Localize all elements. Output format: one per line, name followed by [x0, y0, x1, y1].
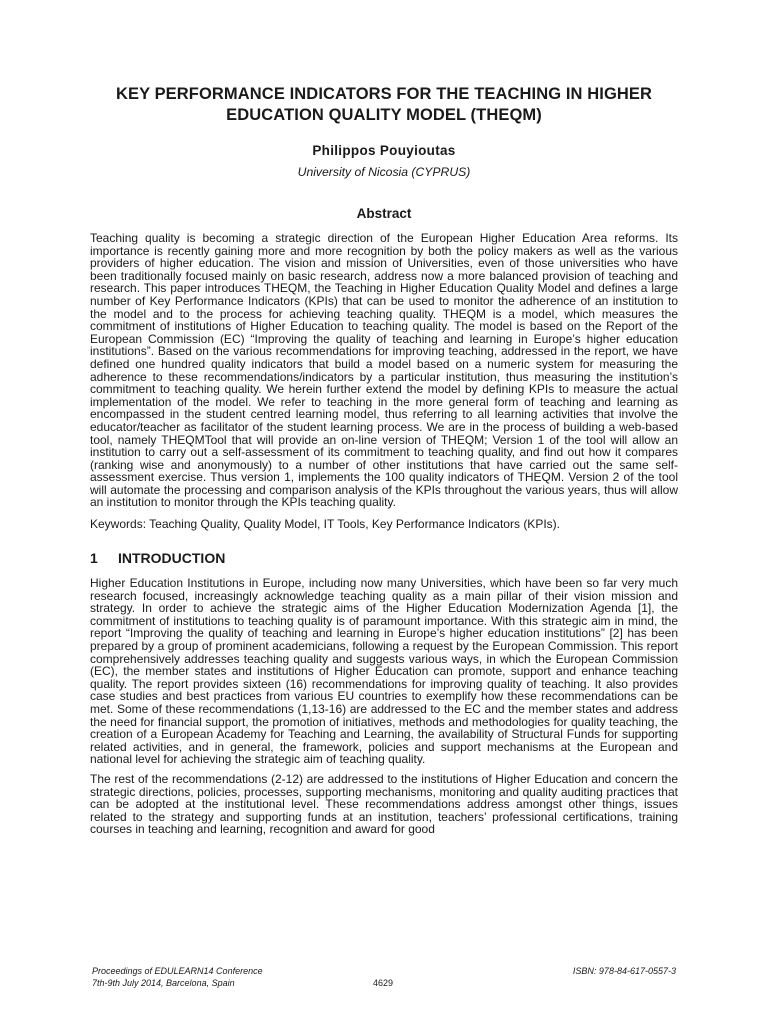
author-name: Philippos Pouyioutas: [312, 143, 456, 158]
paper-page: [90, 84, 678, 836]
footer-isbn: ISBN: 978-84-617-0557-3: [572, 966, 676, 976]
footer-dates: 7th-9th July 2014, Barcelona, Spain: [92, 977, 235, 988]
section-title: INTRODUCTION: [118, 550, 226, 567]
abstract-heading: Abstract: [356, 206, 412, 221]
paper-title: KEY PERFORMANCE INDICATORS FOR THE TEACHING IN HIGHER EDUCATION QUALITY MODEL (THEQM): [115, 85, 653, 124]
section-number: 1: [90, 550, 98, 567]
author-affiliation: University of Nicosia (CYPRUS): [297, 165, 471, 179]
page-number: 4629: [373, 978, 394, 988]
intro-paragraph-1: Higher Education Institutions in Europe, including now many Universities, which have been so far very much research focused, increasingly acknowledge teaching quality as a main pillar of their vision mission and strategy. In order to achieve the strategic aims of the Higher Education Modernization Agenda [1], the commitment of institutions to teaching quality is of paramount importance. With this strategic aim in mind, the report “Improving the quality of teaching and learning in Europe’s higher education institutions” [2] has been prepared by a group of prominent academicians, following a request by the European Commission. This report comprehensively addresses teaching quality and suggests various ways, in which the European Commission (EC), the member states and institutions of Higher Education can promote, support and enhance teaching quality. The report provides sixteen (16) recommendations for improving quality of teaching. It also provides case studies and best practices from various EU countries to exemplify how these recommendations can be met. Some of these recommendations (1,13-16) are addressed to the EC and the member states and address the need for financial support, the promotion of initiatives, methods and methodologies for quality teaching, the creation of a European Academy for Teaching and Learning, the availability of Structural Funds for supporting related activities, and in general, the framework, policies and support mechanisms at the European and national level for achieving the strategic aim of teaching quality.: [90, 576, 678, 767]
section-heading: [90, 549, 678, 567]
keywords: Keywords: Teaching Quality, Quality Model, IT Tools, Key Performance Indicators (KPIs).: [90, 517, 560, 532]
footer-conference: Proceedings of EDULEARN14 Conference: [92, 966, 263, 976]
intro-paragraph-2: The rest of the recommendations (2-12) are addressed to the institutions of Higher Education and concern the strategic directions, policies, processes, supporting mechanisms, monitoring and quality auditing practices that can be adopted at the institutional level. These recommendations address amongst other things, issues related to the strategy and supporting funds at an institution, teachers’ professional certifications, training courses in teaching and learning, recognition and award for good: [90, 771, 678, 837]
footer-proceedings: [92, 966, 263, 989]
abstract-text: Teaching quality is becoming a strategic direction of the European Higher Education Area reforms. Its importance is recently gaining more and more recognition by both the policy makers as well as the various providers of higher education. The vision and mission of Universities, even of those universities who have been traditionally focused mainly on basic research, address now a more balanced provision of teaching and research. This paper introduces THEQM, the Teaching in Higher Education Quality Model and defines a large number of Key Performance Indicators (KPIs) that can be used to monitor the adherence of an institution to the model and to the process for achieving teaching quality. THEQM is a model, which measures the commitment of institutions of Higher Education to teaching quality. The model is based on the Report of the European Commission (EC) “Improving the quality of teaching and learning in Europe’s higher education institutions”. Based on the various recommendations for improving teaching, addressed in the report, we have defined one hundred quality indicators that build a model based on a numeric system for measuring the adherence to these recommendations/indicators by a particular institution, thus measuring the institution’s commitment to teaching quality. We herein further extend the model by defining KPIs to measure the actual implementation of the model. We refer to teaching in the more general form of teaching and learning as encompassed in the student centred learning model, thus referring to all learning activities that involve the educator/teacher as facilitator of the student learning process. We are in the process of building a web-based tool, namely THEQMTool that will provide an on-line version of THEQM; Version 1 of the tool will allow an institution to carry out a self-assessment of its commitment to teaching quality, and find out how it compares (ranking wise and anonymously) to a number of other institutions that have carried out the same self-assessment exercise. Thus version 1, implements the 100 quality indicators of THEQM. Version 2 of the tool will automate the processing and comparison analysis of the KPIs throughout the various years, thus will allow an institution to monitor through the KPIs teaching quality.: [90, 231, 678, 510]
